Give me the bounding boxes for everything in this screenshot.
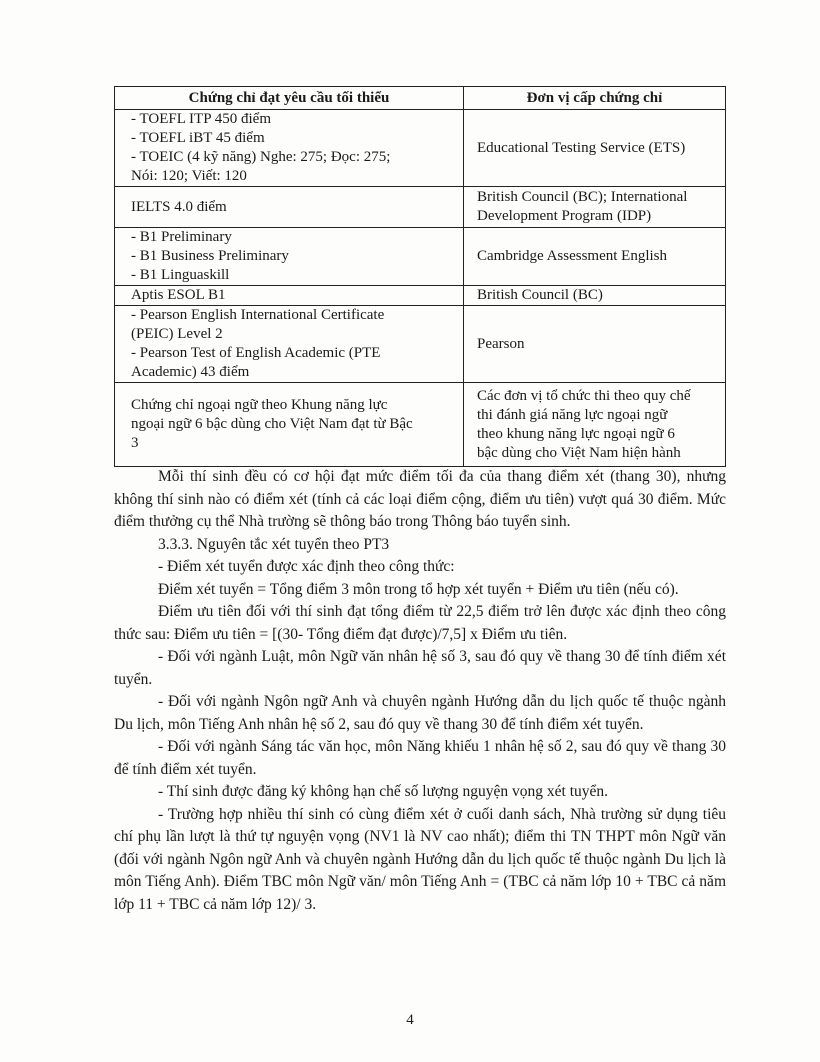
cell-line: Academic) 43 điểm — [131, 364, 250, 380]
cell-line: Pearson — [477, 335, 525, 352]
table-row — [115, 187, 726, 228]
paragraph: - Đối với ngành Ngôn ngữ Anh và chuyên ngành Hướng dẫn du lịch quốc tế thuộc ngành Du lịch, môn Tiếng Anh nhân hệ số 2, sau đó quy về thang 30 để tính điểm xét tuyển. — [114, 693, 726, 733]
cell-line: - TOEFL iBT 45 điểm — [131, 130, 265, 146]
table-header-row — [115, 87, 726, 110]
header-issuer: Đơn vị cấp chứng chỉ — [464, 87, 726, 110]
certificate-cell — [115, 286, 464, 306]
cell-line: - Pearson English International Certificate — [131, 307, 385, 323]
cell-line: - B1 Linguaskill — [131, 267, 230, 283]
certificate-cell — [115, 383, 464, 467]
paragraph: - Trường hợp nhiều thí sinh có cùng điểm xét ở cuối danh sách, Nhà trường sử dụng tiêu chí phụ lần lượt là thứ tự nguyện vọng (NV1 là NV cao nhất); điểm thi TN THPT môn Ngữ văn (đối với ngành Ngôn ngữ Anh và chuyên ngành Hướng dẫn du lịch quốc tế thuộc ngành Du lịch là môn Tiếng Anh). Điểm TBC môn Ngữ văn/ môn Tiếng Anh = (TBC cả năm lớp 10 + TBC cả năm lớp 11 + TBC cả năm lớp 12)/ 3. — [114, 805, 726, 913]
header-certificate: Chứng chỉ đạt yêu cầu tối thiểu — [115, 87, 464, 110]
paragraph: - Điểm xét tuyển được xác định theo công thức: — [158, 558, 455, 575]
page-number: 4 — [406, 1012, 414, 1028]
cell-line: Development Program (IDP) — [477, 208, 652, 224]
issuer-cell — [464, 383, 726, 467]
paragraph: - Đối với ngành Luật, môn Ngữ văn nhân hệ số 3, sau đó quy về thang 30 để tính điểm xét tuyển. — [114, 648, 726, 688]
cell-line: British Council (BC); International — [477, 189, 688, 205]
cell-line: British Council (BC) — [477, 287, 603, 303]
table-row — [115, 306, 726, 383]
cell-line: bậc dùng cho Việt Nam hiện hành — [477, 444, 681, 461]
table-row — [115, 383, 726, 467]
cell-line: 3 — [131, 435, 139, 451]
paragraph: - Thí sinh được đăng ký không hạn chế số lượng nguyện vọng xét tuyển. — [158, 783, 609, 800]
issuer-cell — [464, 110, 726, 187]
cell-line: Educational Testing Service (ETS) — [477, 139, 686, 156]
certificate-cell — [115, 228, 464, 286]
issuer-cell — [464, 306, 726, 383]
certificate-table — [114, 86, 726, 467]
cell-line: Nói: 120; Viết: 120 — [131, 168, 247, 184]
cell-line: ngoại ngữ 6 bậc dùng cho Việt Nam đạt từ Bậc — [131, 416, 413, 432]
certificate-cell — [115, 306, 464, 383]
cell-line: Cambridge Assessment English — [477, 248, 667, 264]
cell-line: thi đánh giá năng lực ngoại ngữ — [477, 406, 668, 423]
cell-line: - TOEIC (4 kỹ năng) Nghe: 275; Đọc: 275; — [131, 149, 391, 165]
certificate-cell — [115, 110, 464, 187]
issuer-cell — [464, 286, 726, 306]
cell-line: (PEIC) Level 2 — [131, 326, 223, 342]
table-row — [115, 286, 726, 306]
cell-line: - B1 Preliminary — [131, 229, 232, 245]
cell-line: IELTS 4.0 điểm — [131, 198, 227, 215]
formula-paragraph: Điểm xét tuyển = Tổng điểm 3 môn trong tổ hợp xét tuyển + Điểm ưu tiên (nếu có). — [158, 580, 679, 598]
body-text — [114, 466, 726, 916]
issuer-cell — [464, 228, 726, 286]
paragraph: Điểm ưu tiên đối với thí sinh đạt tổng điểm từ 22,5 điểm trở lên được xác định theo công thức sau: Điểm ưu tiên = [(30- Tổng điểm đạt được)/7,5] x Điểm ưu tiên. — [114, 603, 726, 643]
cell-line: Các đơn vị tổ chức thi theo quy chế — [477, 387, 691, 404]
table-row — [115, 228, 726, 286]
cell-line: - B1 Business Preliminary — [131, 248, 289, 264]
section-heading: 3.3.3. Nguyên tắc xét tuyển theo PT3 — [158, 535, 390, 553]
cell-line: theo khung năng lực ngoại ngữ 6 — [477, 425, 675, 442]
cell-line: - Pearson Test of English Academic (PTE — [131, 345, 381, 361]
table-row — [115, 110, 726, 187]
cell-line: Aptis ESOL B1 — [131, 287, 226, 303]
paragraph: Mỗi thí sinh đều có cơ hội đạt mức điểm tối đa của thang điểm xét (thang 30), nhưng không thí sinh nào có điểm xét (tính cả các loại điểm cộng, điểm ưu tiên) vượt quá 30 điểm. Mức điểm thưởng cụ thể Nhà trường sẽ thông báo trong Thông báo tuyển sinh. — [114, 468, 726, 530]
certificate-cell — [115, 187, 464, 228]
issuer-cell — [464, 187, 726, 228]
paragraph: - Đối với ngành Sáng tác văn học, môn Năng khiếu 1 nhân hệ số 2, sau đó quy về thang 30 để tính điểm xét tuyển. — [114, 738, 726, 778]
cell-line: Chứng chỉ ngoại ngữ theo Khung năng lực — [131, 397, 388, 413]
cell-line: - TOEFL ITP 450 điểm — [131, 111, 271, 127]
